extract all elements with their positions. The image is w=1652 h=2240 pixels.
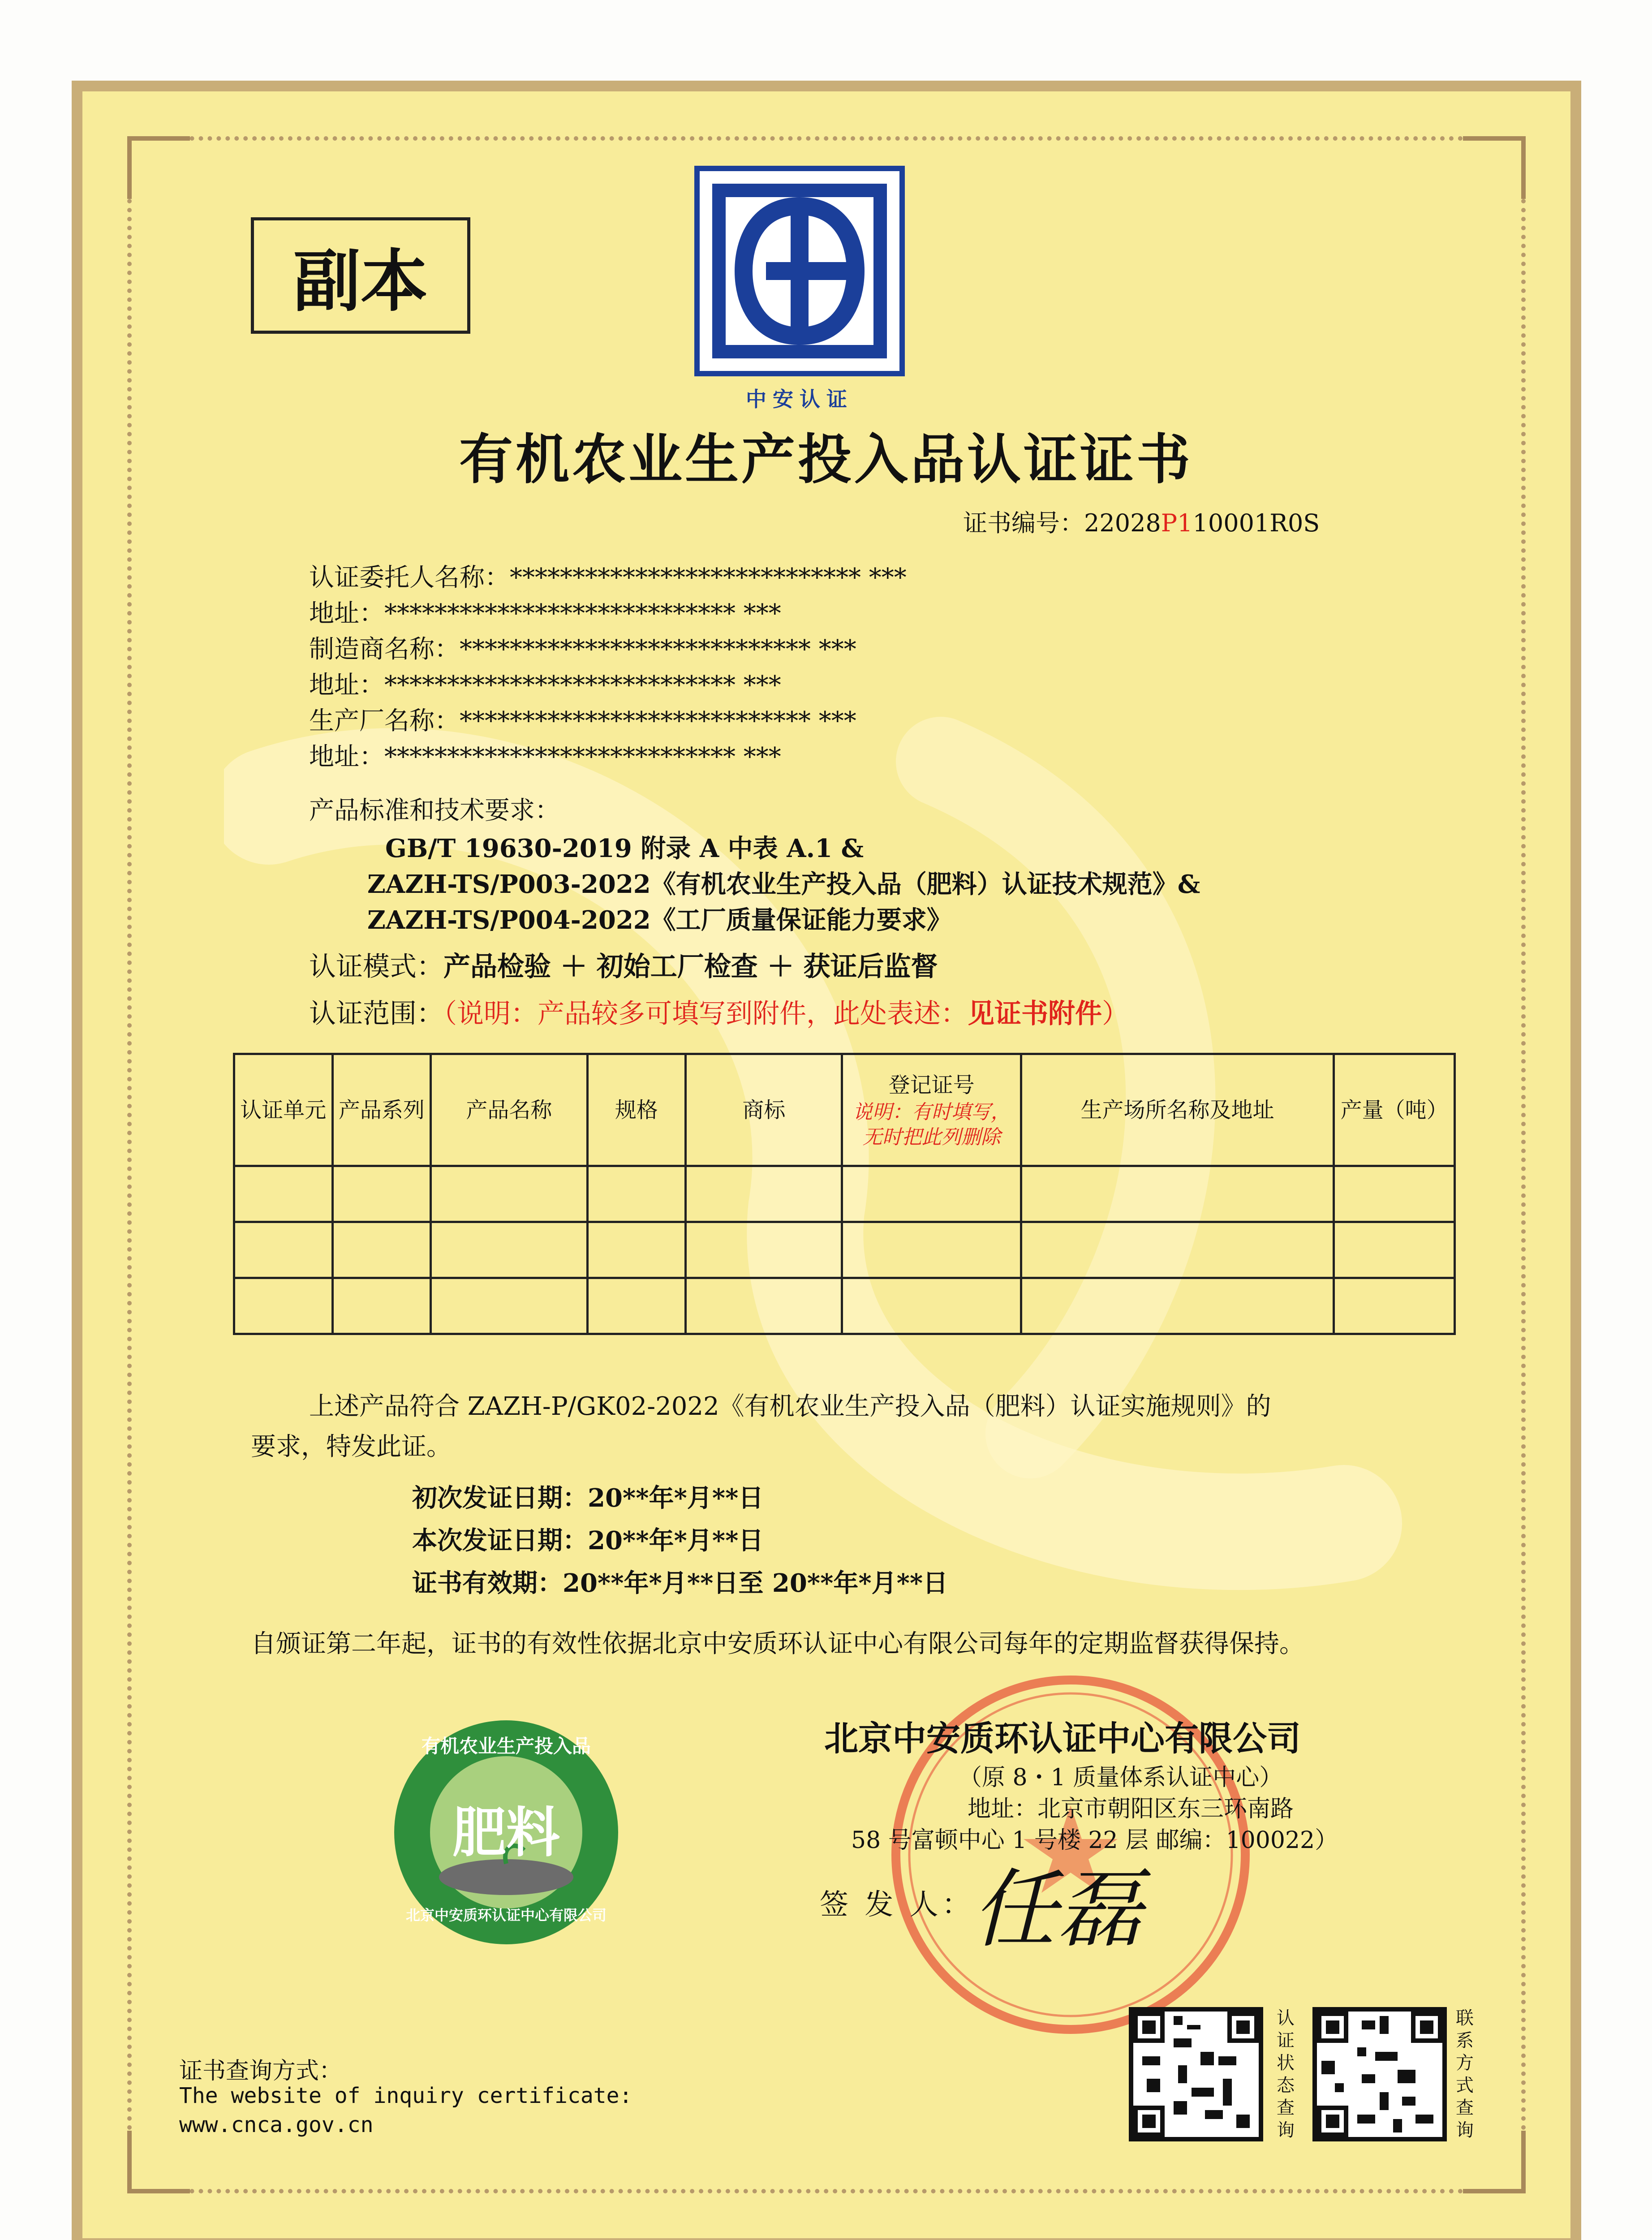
registration-header-label: 登记证号 [888,1072,975,1098]
inquiry-english: The website of inquiry certificate: [179,2083,632,2108]
certificate-number [963,504,1320,538]
first-issue-date-label: 初次发证日期： [412,1483,588,1513]
applicant-line [309,665,781,701]
table-cell [431,1166,587,1222]
table-header-cell: 规格 [587,1054,686,1166]
qr-contact-label: 联系方式查询 [1456,2008,1474,2141]
badge-top-text: 有机农业生产投入品 [421,1735,591,1757]
standard-item: GB/T 19630-2019 附录 A 中表 A.1 & [385,834,864,863]
table-cell [431,1278,587,1334]
applicant-line [309,558,907,594]
table-row [234,1278,1455,1334]
issuer-address: 地址：北京市朝阳区东三环南路 [968,1796,1294,1822]
zhongan-logo-icon [694,166,905,376]
table-cell [332,1166,431,1222]
inquiry-label: 证书查询方式： [179,2058,343,2085]
table-cell [1334,1166,1455,1222]
issuer-address-cont: 58 号富顿中心 1 号楼 22 层 邮编：100022） [851,1827,1338,1854]
badge-center-text: 肥料 [452,1802,560,1864]
qr-code-status[interactable] [1129,2007,1263,2141]
scope-note: 说明：产品较多可填写到附件，此处表述： [457,998,968,1030]
certificate-number-label: 证书编号： [963,509,1084,537]
certificate-number-highlight: P1 [1161,509,1193,537]
table-cell [332,1278,431,1334]
table-cell [1021,1166,1334,1222]
applicant-line [309,737,781,773]
table-cell [587,1278,686,1334]
frame-corner-ornament [127,136,190,199]
scope-attachment-ref: 见证书附件 [968,998,1102,1030]
table-cell [587,1166,686,1222]
registration-column-note: 说明：有时填写，无时把此列删除 [852,1100,1011,1149]
table-cell [431,1222,587,1278]
scope-open-paren: （ [443,998,457,1030]
current-issue-date-label: 本次发证日期： [412,1526,588,1555]
logo-caption: 中安认证 [746,387,853,411]
frame-corner-ornament [127,2131,190,2193]
table-cell [234,1222,333,1278]
product-table [233,1053,1456,1335]
manufacturer-name-label: 制造商名称： [309,635,460,664]
table-cell [686,1166,842,1222]
table-cell [587,1222,686,1278]
table-cell [842,1222,1021,1278]
validity-note: 自颁证第二年起，证书的有效性依据北京中安质环认证中心有限公司每年的定期监督获得保持。 [251,1629,1304,1658]
issuer-name: 北京中安质环认证中心有限公司 [824,1719,1301,1758]
table-cell [686,1278,842,1334]
table-cell [234,1166,333,1222]
conformity-statement-cont: 要求，特发此证。 [251,1432,452,1461]
table-cell [1021,1278,1334,1334]
certificate-number-prefix: 22028 [1084,509,1161,537]
table-header-cell: 生产场所名称及地址 [1021,1054,1334,1166]
conformity-statement: 上述产品符合 ZAZH-P/GK02-2022《有机农业生产投入品（肥料）认证实施规则》的 [309,1392,1271,1421]
qr-status-label: 认证状态查询 [1277,2008,1295,2141]
table-header-cell: 产量（吨） [1334,1054,1455,1166]
badge-bottom-text: 北京中安质环认证中心有限公司 [405,1907,607,1924]
table-cell [842,1278,1021,1334]
validity-period [412,1564,948,1599]
scope-close-paren: ） [1102,998,1129,1030]
certificate-title: 有机农业生产投入品认证证书 [459,429,1193,491]
table-header-cell: 商标 [686,1054,842,1166]
applicant-address-label: 地址： [309,599,384,628]
table-cell [1334,1278,1455,1334]
table-cell [1021,1222,1334,1278]
applicant-line [309,701,856,737]
applicant-name-label: 认证委托人名称： [309,563,510,592]
table-cell [686,1222,842,1278]
certification-logo [694,166,905,376]
first-issue-date-value: 20**年*月**日 [588,1483,764,1513]
certification-scope [309,992,1129,1031]
table-header-cell: 产品系列 [332,1054,431,1166]
certificate-number-suffix: 10001R0S [1192,509,1320,537]
factory-name-label: 生产厂名称： [309,706,460,736]
signer-label: 签 发 人： [820,1888,974,1921]
table-header-row [234,1054,1455,1166]
validity-period-value: 20**年*月**日至 20**年*月**日 [563,1568,948,1598]
signature: 任磊 [972,1860,1143,1959]
applicant-name-value: **************************** *** [510,563,907,592]
applicant-line [309,594,781,629]
frame-corner-ornament [1463,136,1526,199]
certification-mode [309,945,938,984]
standard-item: ZAZH-TS/P004-2022《工厂质量保证能力要求》 [367,905,952,935]
table-header-cell-registration [842,1054,1021,1166]
current-issue-date-value: 20**年*月**日 [588,1526,764,1555]
validity-period-label: 证书有效期： [412,1568,563,1598]
manufacturer-address-label: 地址： [309,671,384,700]
certification-mode-value: 产品检验 ＋ 初始工厂检查 ＋ 获证后监督 [443,951,938,982]
table-cell [234,1278,333,1334]
certification-scope-label: 认证范围： [309,998,443,1030]
table-row [234,1166,1455,1222]
table-header-cell: 认证单元 [234,1054,333,1166]
table-header-cell: 产品名称 [431,1054,587,1166]
factory-address-label: 地址： [309,742,384,771]
table-cell [1334,1222,1455,1278]
issuer-former-name: （原 8・1 质量体系认证中心） [959,1764,1283,1791]
factory-address-value: **************************** *** [384,742,781,771]
standard-item: ZAZH-TS/P003-2022《有机农业生产投入品（肥料）认证技术规范》& [367,870,1200,899]
current-issue-date [412,1521,763,1557]
qr-code-icon [1133,2012,1259,2137]
manufacturer-address-value: **************************** *** [384,671,781,700]
applicant-line [309,629,856,665]
applicant-address-value: **************************** *** [384,599,781,628]
qr-code-contact[interactable] [1312,2007,1447,2141]
factory-name-value: **************************** *** [460,706,856,736]
inquiry-url: www.cnca.gov.cn [179,2112,374,2137]
manufacturer-name-value: **************************** *** [460,635,856,664]
copy-label: 副本 [251,217,470,334]
certification-mode-label: 认证模式： [309,951,443,982]
first-issue-date [412,1478,763,1514]
table-row [234,1222,1455,1278]
table-cell [332,1222,431,1278]
standards-label: 产品标准和技术要求： [309,796,560,825]
qr-code-icon [1317,2012,1442,2137]
table-cell [842,1166,1021,1222]
